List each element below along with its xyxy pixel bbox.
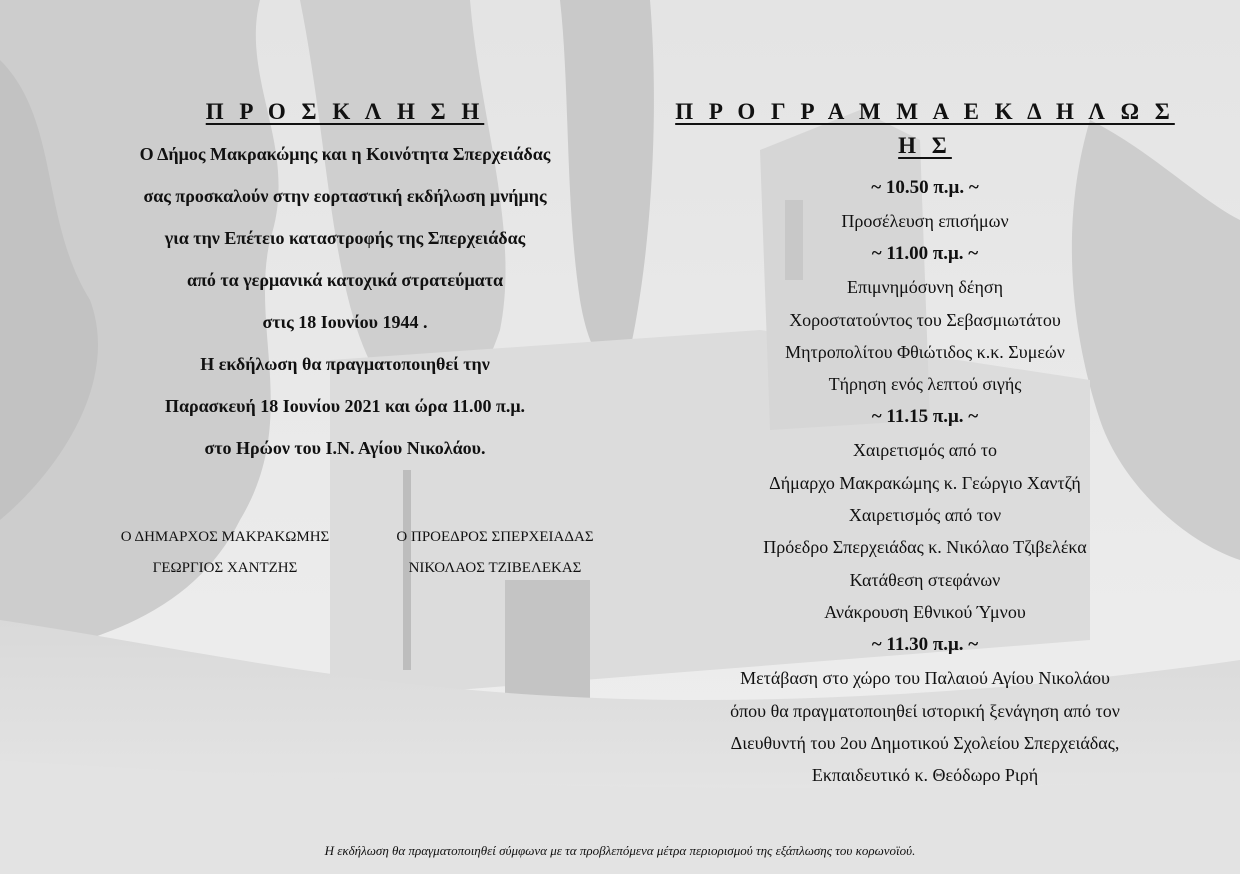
invitation-line: Η εκδήλωση θα πραγματοποιηθεί την [200,354,490,374]
invitation-line: για την Επέτειο καταστροφής της Σπερχειάδας [164,228,526,248]
program-item: Προσέλευση επισήμων [841,211,1009,231]
invitation-line: σας προσκαλούν στην εορταστική εκδήλωση μνήμης [143,186,547,206]
program-item: Επιμνημόσυνη δέηση [846,277,1003,298]
program-item: Τήρηση ενός λεπτού σιγής [828,374,1022,395]
program-item: Εκπαιδευτικό κ. Θεόδωρο Ριρή [811,765,1039,786]
signature-president [360,522,630,584]
program-time: ~ 11.00 π.μ. ~ [871,243,979,265]
program-item: Χαιρετισμός από τον [848,505,1002,526]
invitation-line: από τα γερμανικά κατοχικά στρατεύματα [186,270,504,290]
signatures [90,522,630,584]
program-item: όπου θα πραγματοποιηθεί ιστορική ξενάγηση από τον [730,700,1120,721]
signature-mayor [90,522,360,584]
invitation-line: Παρασκευή 18 Ιουνίου 2021 και ώρα 11.00 π.μ. [164,396,526,416]
program-item: Κατάθεση στεφάνων [849,569,1001,590]
program-item: Χαιρετισμός από το [852,440,998,461]
program-item: Διευθυντή του 2ου Δημοτικού Σχολείου Σπερχειάδας, [730,732,1120,753]
program-item: Δήμαρχο Μακρακώμης κ. Γεώργιο Χαντζή [769,472,1081,493]
signature-name: ΝΙΚΟΛΑΟΣ ΤΖΙΒΕΛΕΚΑΣ [408,560,582,576]
program-time: ~ 11.30 π.μ. ~ [871,634,979,656]
program-section [660,95,1190,791]
program-item: Ανάκρουση Εθνικού Ύμνου [824,601,1026,622]
program-item: Μετάβαση στο χώρο του Παλαιού Αγίου Νικολάου [740,668,1110,689]
program-item: Πρόεδρο Σπερχειάδας κ. Νικόλαο Τζιβελέκα [763,537,1087,558]
program-item: Χοροστατούντος του Σεβασμιωτάτου [789,309,1061,330]
program-time: ~ 11.15 π.μ. ~ [871,406,979,428]
signature-title: Ο ΔΗΜΑΡΧΟΣ ΜΑΚΡΑΚΩΜΗΣ [120,529,330,545]
invitation-line: Ο Δήμος Μακρακώμης και η Κοινότητα Σπερχειάδας [139,144,551,164]
invitation-heading: Π Ρ Ο Σ Κ Λ Η Σ Η [205,99,485,124]
signature-name: ΓΕΩΡΓΙΟΣ ΧΑΝΤΖΗΣ [152,560,298,576]
program-item: Μητροπολίτου Φθιώτιδος κ.κ. Συμεών [785,341,1065,362]
invitation-line: στις 18 Ιουνίου 1944 . [262,312,428,332]
footnote: Η εκδήλωση θα πραγματοποιηθεί σύμφωνα με τα προβλεπόμενα μέτρα περιορισμού της εξάπλωσης του κορωνοϊού. [324,843,916,858]
program-heading: Π Ρ Ο Γ Ρ Α Μ Μ Α Ε Κ Δ Η Λ Ω Σ Η Σ [675,99,1175,158]
signature-title: Ο ΠΡΟΕΔΡΟΣ ΣΠΕΡΧΕΙΑΔΑΣ [396,529,594,545]
invitation-line: στο Ηρώον του Ι.Ν. Αγίου Νικολάου. [204,438,486,458]
program-time: ~ 10.50 π.μ. ~ [871,177,979,198]
invitation-section [40,95,650,469]
